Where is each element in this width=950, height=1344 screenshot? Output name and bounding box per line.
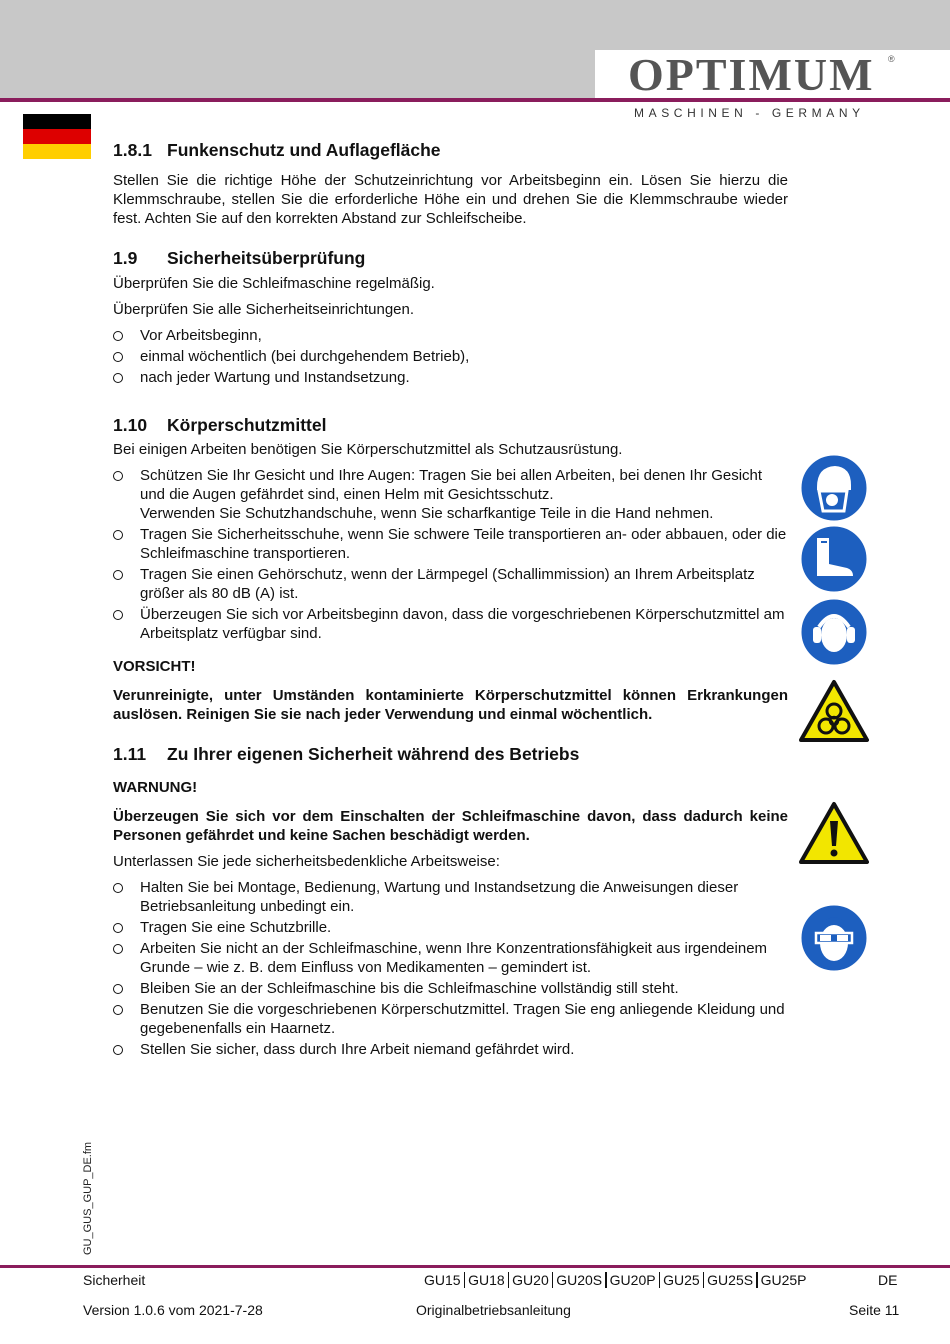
main-content: [113, 138, 788, 1061]
list-item: einmal wöchentlich (bei durchgehendem Betrieb),: [113, 347, 788, 366]
list-item: Benutzen Sie die vorgeschriebenen Körperschutzmittel. Tragen Sie eng anliegende Kleidung und gegebenenfalls ein Haarnetz.: [113, 1000, 788, 1038]
section-heading-1-8-1: 1.8.1 Funkenschutz und Auflagefläche: [113, 140, 441, 160]
paragraph: Stellen Sie die richtige Höhe der Schutzeinrichtung vor Arbeitsbeginn ein. Lösen Sie hierzu die Klemmschraube, stellen Sie die erforderliche Höhe ein und drehen Sie die Klemmschraube wieder fest. Achten Sie auf den korrekten Abstand zur Schleifscheibe.: [113, 172, 788, 227]
brand-subtitle: MASCHINEN - GERMANY: [634, 106, 865, 120]
list-item: nach jeder Wartung und Instandsetzung.: [113, 368, 788, 387]
caution-label: VORSICHT!: [113, 658, 196, 675]
face-shield-helmet-icon: [799, 453, 869, 523]
paragraph: Bei einigen Arbeiten benötigen Sie Körperschutzmittel als Schutzausrüstung.: [113, 441, 623, 458]
list-item: Schützen Sie Ihr Gesicht und Ihre Augen: Tragen Sie bei allen Arbeiten, bei denen Ihr Gesicht und die Augen gefährdet sind, einen Helm mit Gesichtsschutz. Verwenden Sie Schutzhandschuhe, wenn Sie scharfkantige Teile in die Hand nehmen.: [113, 466, 788, 523]
footer-rule: [0, 1265, 950, 1268]
list-item: Vor Arbeitsbeginn,: [113, 326, 788, 345]
warning-text: Überzeugen Sie sich vor dem Einschalten der Schleifmaschine davon, dass dadurch keine Personen gefährdet und keine Sachen beschädigt werden.: [113, 808, 788, 844]
safety-goggles-icon: [799, 903, 869, 973]
warning-triangle-icon: [799, 798, 869, 868]
list-item: Überzeugen Sie sich vor Arbeitsbeginn davon, dass die vorgeschriebenen Körperschutzmittel am Arbeitsplatz verfügbar sind.: [113, 605, 788, 643]
footer-document: Originalbetriebsanleitung: [416, 1302, 571, 1318]
warning-label: WARNUNG!: [113, 779, 198, 796]
section-heading-1-11: 1.11 Zu Ihrer eigenen Sicherheit während des Betriebs: [113, 744, 580, 764]
list-item: Bleiben Sie an der Schleifmaschine bis die Schleifmaschine vollständig still steht.: [113, 979, 788, 998]
section-heading-1-9: 1.9 Sicherheitsüberprüfung: [113, 248, 366, 268]
ear-protection-icon: [799, 597, 869, 667]
footer-page-number: Seite 11: [849, 1302, 900, 1318]
list-item: Arbeiten Sie nicht an der Schleifmaschine, wenn Ihre Konzentrationsfähigkeit aus irgendeinem Grunde – wie z. B. dem Einfluss von Medikamenten – gemindert ist.: [113, 939, 788, 977]
caution-text: Verunreinigte, unter Umständen kontaminierte Körperschutzmittel können Erkrankungen auslösen. Reinigen Sie sie nach jeder Verwendung und einmal wöchentlich.: [113, 687, 788, 723]
bullet-list: [113, 326, 788, 387]
biohazard-icon: [799, 676, 869, 746]
list-item: Halten Sie bei Montage, Bedienung, Wartung und Instandsetzung die Anweisungen dieser Betriebsanleitung unbedingt ein.: [113, 878, 788, 916]
german-flag-icon: [23, 114, 91, 159]
list-item: Tragen Sie eine Schutzbrille.: [113, 918, 788, 937]
paragraph: Überprüfen Sie alle Sicherheitseinrichtungen.: [113, 301, 415, 318]
footer-models: GU15 GU18 GU20 GU20S GU20P GU25 GU25S GU25P: [424, 1272, 807, 1288]
footer-language: DE: [878, 1272, 898, 1288]
section-heading-1-10: 1.10 Körperschutzmittel: [113, 415, 327, 435]
brand-logo: OPTIMUM: [628, 49, 875, 100]
registered-mark: ®: [888, 54, 895, 64]
list-item: Stellen Sie sicher, dass durch Ihre Arbeit niemand gefährdet wird.: [113, 1040, 788, 1059]
paragraph: Unterlassen Sie jede sicherheitsbedenkliche Arbeitsweise:: [113, 853, 500, 870]
bullet-list: [113, 466, 788, 643]
bullet-list: [113, 878, 788, 1059]
safety-boots-icon: [799, 524, 869, 594]
source-filename: GU_GUS_GUP_DE.fm: [82, 1141, 94, 1255]
list-item: Tragen Sie Sicherheitsschuhe, wenn Sie schwere Teile transportieren an- oder abbauen, oder die Schleifmaschine transportieren.: [113, 525, 788, 563]
list-item: Tragen Sie einen Gehörschutz, wenn der Lärmpegel (Schallimmission) an Ihrem Arbeitsplatz größer als 80 dB (A) ist.: [113, 565, 788, 603]
footer-version: Version 1.0.6 vom 2021-7-28: [83, 1302, 263, 1318]
paragraph: Überprüfen Sie die Schleifmaschine regelmäßig.: [113, 275, 435, 292]
footer-section: Sicherheit: [83, 1272, 146, 1288]
